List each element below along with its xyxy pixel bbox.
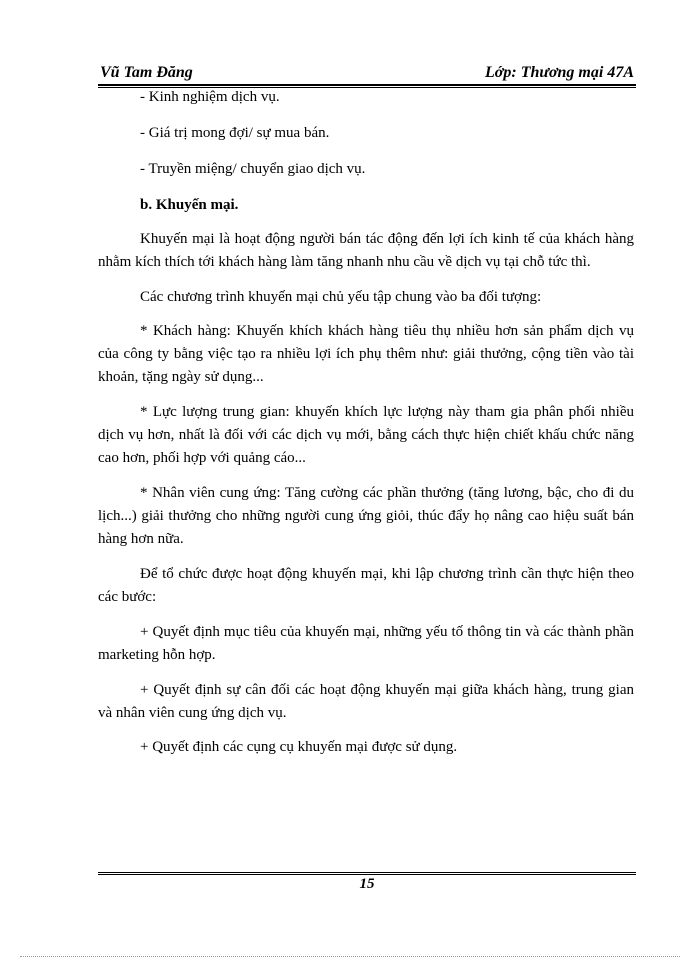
paragraph-step-objectives: + Quyết định mục tiêu của khuyến mại, những yếu tố thông tin và các thành phần marketing hỗn hợp. [98,624,634,663]
page-bottom-border [20,956,680,957]
footer-rule [98,872,636,875]
header-author: Vũ Tam Đăng [100,64,193,81]
bullet-expected-value: - Giá trị mong đợi/ sự mua bán. [140,125,330,141]
page-number: 15 [359,876,375,892]
document-body [98,84,634,758]
bullet-word-of-mouth: - Truyền miệng/ chuyển giao dịch vụ. [140,161,366,177]
section-heading: b. Khuyến mại. [140,197,239,213]
paragraph-definition: Khuyến mại là hoạt động người bán tác động đến lợi ích kinh tế của khách hàng nhằm kích thích tới khách hàng làm tăng nhanh nhu cầu về dịch vụ tại chỗ tức thì. [98,231,634,270]
paragraph-intermediaries: * Lực lượng trung gian: khuyến khích lực lượng này tham gia phân phối nhiều dịch vụ hơn, nhất là đối với các dịch vụ mới, bằng cách thực hiện chiết khấu chức năng cao hơn, phối hợp với quảng cáo... [98,404,634,466]
paragraph-customers: * Khách hàng: Khuyến khích khách hàng tiêu thụ nhiều hơn sản phẩm dịch vụ của công ty bằng việc tạo ra nhiều lợi ích phụ thêm như: giải thưởng, cộng tiền vào tài khoản, tặng ngày sử dụng... [98,323,634,385]
paragraph-step-balance: + Quyết định sự cân đối các hoạt động khuyến mại giữa khách hàng, trung gian và nhân viên cung ứng dịch vụ. [98,682,634,721]
paragraph-steps: Để tổ chức được hoạt động khuyến mại, khi lập chương trình cần thực hiện theo các bước: [98,566,634,605]
header-class: Lớp: Thương mại 47A [485,64,634,81]
paragraph-step-tools: + Quyết định các cụng cụ khuyến mại được sử dụng. [140,739,458,755]
page-header [98,63,636,85]
bullet-experience: - Kinh nghiệm dịch vụ. [140,89,280,105]
paragraph-staff: * Nhân viên cung ứng: Tăng cường các phần thưởng (tăng lương, bậc, cho đi du lịch...) giải thưởng cho những người cung ứng giỏi, thúc đẩy họ nâng cao hiệu suất bán hàng hơn nữa. [98,485,634,547]
paragraph-targets: Các chương trình khuyến mại chủ yếu tập chung vào ba đối tượng: [140,289,542,305]
